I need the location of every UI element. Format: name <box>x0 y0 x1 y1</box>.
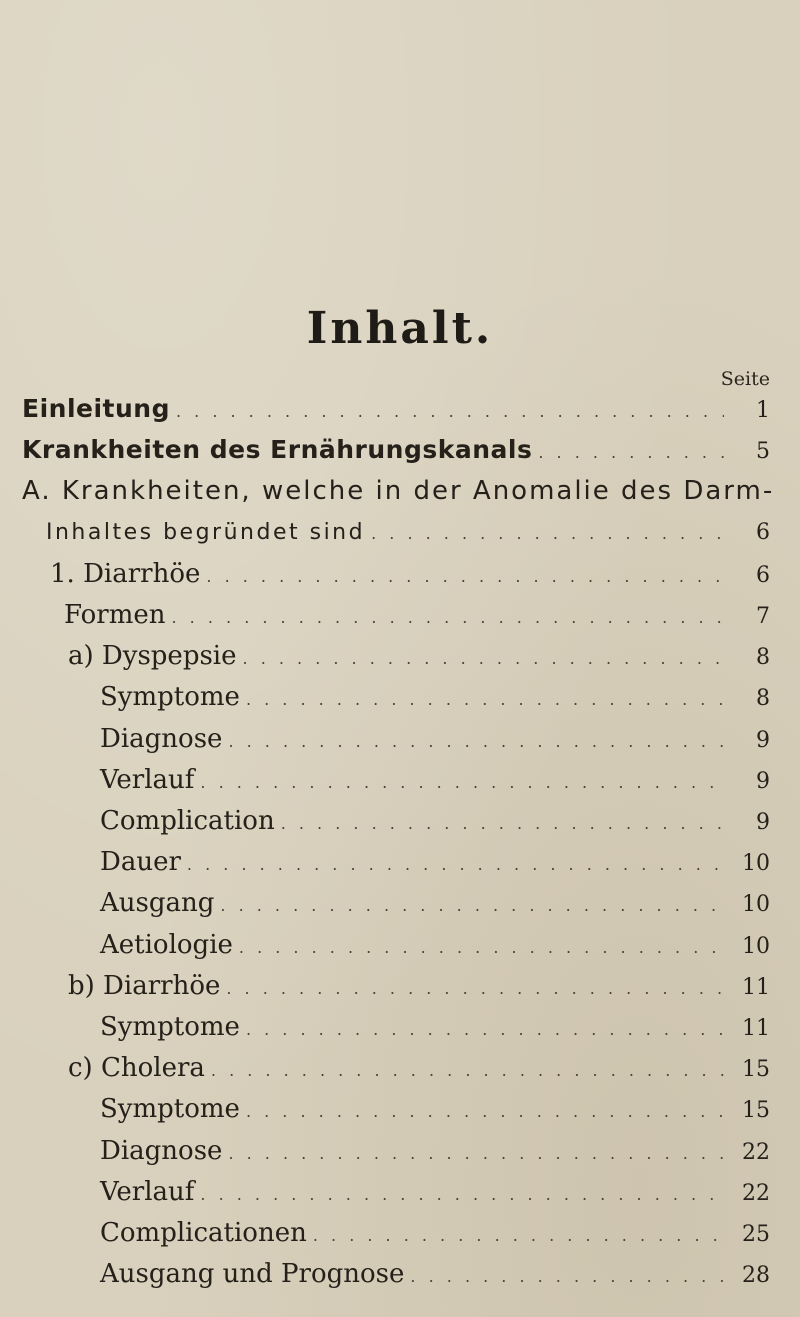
dot-leader <box>281 807 724 841</box>
toc-entry-symptome-b <box>0 1010 800 1044</box>
toc-entry-ausgang-prognose <box>0 1257 800 1291</box>
toc-entry-page: 9 <box>756 728 770 753</box>
toc-entry-inhaltes <box>0 516 800 550</box>
toc-entry-label: Krankheiten des Ernährungskanals <box>22 435 533 464</box>
toc-entry-verlauf-a <box>0 763 800 797</box>
toc-entry-label: Diagnose <box>100 724 223 754</box>
toc-entry-page: 8 <box>756 645 770 670</box>
toc-entry-page: 22 <box>742 1140 770 1165</box>
toc-entry-label: Verlauf <box>100 765 195 795</box>
toc-entry-cholera <box>0 1051 800 1085</box>
dot-leader <box>200 1178 724 1212</box>
toc-entry-label: Symptome <box>100 682 240 712</box>
dot-leader <box>187 848 724 882</box>
page-column-header: Seite <box>720 368 770 390</box>
toc-entry-verlauf-c <box>0 1175 800 1209</box>
dot-leader <box>228 1137 724 1171</box>
toc-entry-label: Formen <box>64 600 166 630</box>
toc-entry-label: Verlauf <box>100 1177 195 1207</box>
toc-entry-krankheiten <box>0 433 800 467</box>
toc-entry-diagnose-a <box>0 722 800 756</box>
toc-entry-page: 10 <box>742 851 770 876</box>
toc-entry-label: Dauer <box>100 847 181 877</box>
dot-leader <box>243 642 724 676</box>
toc-entry-diarrhoe-1 <box>0 557 800 591</box>
dot-leader <box>371 517 724 551</box>
toc-entry-page: 15 <box>742 1057 770 1082</box>
toc-entry-label: Symptome <box>100 1094 240 1124</box>
page-title: Inhalt. <box>306 303 494 354</box>
toc-entry-label: Complicationen <box>100 1218 307 1248</box>
toc-entry-symptome-c <box>0 1092 800 1126</box>
toc-entry-label: Ausgang <box>100 888 215 918</box>
toc-entry-label: b) Diarrhöe <box>68 971 221 1001</box>
dot-leader <box>246 1013 724 1047</box>
toc-entry-page: 6 <box>756 563 770 588</box>
toc-entry-page: 25 <box>742 1222 770 1247</box>
dot-leader <box>410 1260 724 1294</box>
toc-entry-label: Symptome <box>100 1012 240 1042</box>
dot-leader <box>228 725 724 759</box>
toc-entry-page: 11 <box>742 1016 770 1041</box>
toc-entry-page: 5 <box>756 439 770 464</box>
dot-leader <box>211 1054 724 1088</box>
toc-entry-dauer <box>0 845 800 879</box>
dot-leader <box>538 436 724 470</box>
toc-entry-page: 22 <box>742 1181 770 1206</box>
toc-entry-label: Complication <box>100 806 275 836</box>
toc-entry-page: 28 <box>742 1263 770 1288</box>
dot-leader <box>226 972 724 1006</box>
toc-entry-page: 7 <box>756 604 770 629</box>
toc-entry-label: Aetiologie <box>100 930 233 960</box>
dot-leader <box>220 889 724 923</box>
toc-entry-dyspepsie <box>0 639 800 673</box>
toc-entry-diarrhoe-b <box>0 969 800 1003</box>
toc-entry-ausgang <box>0 886 800 920</box>
dot-leader <box>246 683 724 717</box>
dot-leader <box>176 395 724 429</box>
dot-leader <box>246 1095 724 1129</box>
toc-entry-page: 9 <box>756 769 770 794</box>
toc-entry-complication <box>0 804 800 838</box>
toc-entry-complicationen <box>0 1216 800 1250</box>
toc-entry-aetiologie <box>0 928 800 962</box>
dot-leader <box>172 601 725 635</box>
dot-leader <box>206 560 724 594</box>
toc-entry-label: a) Dyspepsie <box>68 641 237 671</box>
toc-entry-formen <box>0 598 800 632</box>
toc-entry-page: 15 <box>742 1098 770 1123</box>
toc-entry-page: 1 <box>756 398 770 423</box>
toc-entry-label: Einleitung <box>22 394 170 423</box>
toc-entry-label: A. Krankheiten, welche in der Anomalie des Darm- <box>22 476 775 506</box>
toc-entry-diagnose-c <box>0 1134 800 1168</box>
toc-entry-page: 10 <box>742 892 770 917</box>
toc-entry-page: 10 <box>742 934 770 959</box>
toc-entry-label: 1. Diarrhöe <box>50 559 201 589</box>
dot-leader <box>239 931 724 965</box>
toc-entry-page: 8 <box>756 686 770 711</box>
toc-entry-section-a <box>0 474 800 508</box>
toc-entry-page: 6 <box>756 520 770 545</box>
toc-entry-einleitung <box>0 392 800 426</box>
toc-entry-page: 9 <box>756 810 770 835</box>
dot-leader <box>200 766 724 800</box>
toc-entry-symptome-a <box>0 680 800 714</box>
toc-entry-page: 11 <box>742 975 770 1000</box>
toc-entry-label: c) Cholera <box>68 1053 205 1083</box>
dot-leader <box>313 1219 724 1253</box>
toc-entry-label: Ausgang und Prognose <box>100 1259 405 1289</box>
toc-entry-label: Diagnose <box>100 1136 223 1166</box>
toc-entry-label: Inhaltes begründet sind <box>46 520 366 545</box>
